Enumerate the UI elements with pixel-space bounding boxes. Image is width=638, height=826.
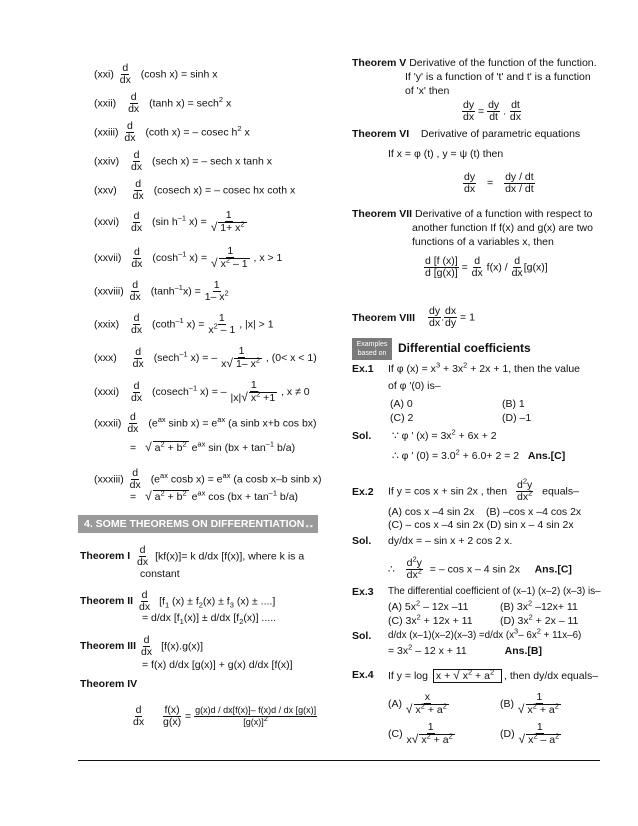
formula-expression: (sech x) = – sech x tanh x — [152, 155, 272, 168]
ex3-option-c: (C) $3x^2 + 12x + 11$ — [388, 612, 473, 627]
formula-expression: (tanh x) = sech — [149, 97, 219, 110]
theorem-5: Theorem V Derivative of the function of the function. — [352, 57, 597, 69]
ex3-option-b: (B) $3x^2$ –12x+ 11 — [500, 598, 578, 613]
result-fraction: $\frac{1}{x√ 1- x^2}$ — [221, 345, 260, 370]
formula-expression: (cosech x) = – cosec hx coth x — [153, 184, 296, 197]
formula-xxxiii: (xxxiii) $\frac{d}{dx}$ ($e^{ax}$ cosb $x) = e^{ax}$ (a cosb x–b sinb x) — [94, 467, 322, 491]
section-heading: 4. SOME THEOREMS ON DIFFERENTIATION ▪▪ — [78, 515, 318, 533]
ex1-question: If φ $(x) = x^3 + 3x^2 + 2x + 1$, then the value — [388, 360, 581, 375]
ex3-option-a: (A) $5x^2 - 12x$ –11 — [388, 598, 469, 613]
theorem-3-expression: $\frac{d}{dx}$ [f(x).g(x)] — [141, 634, 204, 658]
theorem-4-expression: $\frac{d}{dx}$ $\frac{f(x)}{g(x)}$ = $\frac{g(x)d / dx[f(x)]- f(x)d / dx [g(x)]}{[g(x)]^2}$ — [133, 704, 317, 728]
theorem-5-text3: of 'x' then — [405, 85, 450, 97]
formula-number: (xxxi) — [94, 385, 120, 398]
formula-xxxii: (xxxii) $\frac{d}{dx}$ ($e^{ax}$ sinb $x) = e^{ax}$ (a sinb x+b cos bx) — [94, 411, 317, 435]
theorem-1-label: Theorem I — [80, 550, 131, 562]
formula-xxv — [94, 179, 295, 202]
formula-xxxiii-result: = √ $a^2 + b^2$ $e^{ax}$ $\cos (bx + \tan^{-1} b/a)$ — [130, 488, 299, 503]
theorem-6-formula: $\frac{dy}{dx}$ = $\frac{dy / dt}{dx / dt}$ — [464, 171, 534, 195]
theorem-8-label: Theorem VIII — [352, 312, 416, 324]
derivative-operator: $\frac{d}{dx}$ — [124, 120, 136, 144]
ex1-label: Ex.1 — [352, 363, 374, 375]
theorem-7-formula: $\frac{d [f (x)]}{d [g(x)]}$ = $\frac{d}{dx}$ f(x) / $\frac{d}{dx}$ [g(x)] — [425, 255, 548, 279]
theorem-5-formula: $\frac{dy}{dx}$ = $\frac{dy}{dt}$ . $\frac{dt}{dx}$ — [463, 99, 522, 123]
result-fraction: $\frac{1}{|x|√ x^2 +1}$ — [230, 379, 276, 404]
ex4-label: Ex.4 — [352, 669, 374, 681]
formula-xxiii: (xxiii) $\frac{d}{dx}$ (coth x) = – cosec $h^2$ x — [94, 120, 250, 144]
ex2-label: Ex.2 — [352, 486, 374, 498]
formula-expression: (cosh x) = sinh x — [140, 68, 218, 81]
examples-tag: Examples based on — [352, 338, 392, 360]
ex1-solution-line1: ∵ φ ' $(x) = 3x^2 + 6x + 2$ — [392, 427, 497, 442]
ex1-sol-label: Sol. — [352, 430, 372, 442]
ex1-solution-line2: ∴ φ ' $(0) = 3.0^2 + 6.0+ 2 = 2$ Ans.[C] — [392, 447, 566, 462]
derivative-operator: $\frac{d}{dx}$ — [131, 245, 143, 270]
derivative-operator: $\frac{d}{dx}$ — [129, 279, 141, 303]
theorem-3-line2: = f(x) d/dx [g(x)] + g(x) d/dx [f(x)] — [142, 659, 293, 671]
formula-number: (xxvii) — [94, 251, 122, 264]
ex3-label: Ex.3 — [352, 586, 374, 598]
formula-number: (xxix) — [94, 318, 120, 331]
formula-expression: (coth x) = – cosec h — [145, 126, 238, 139]
theorem-1-expression: $\frac{d}{dx}$ [kf(x)]= k d/dx [f(x)], where k is a — [137, 544, 305, 568]
theorem-7-text3: functions of a variables x, then — [412, 236, 554, 248]
ex3-solution-line1: d/dx (x–1)(x–2)(x–3) =d/dx ($x^3-$ $6x^2 + 11x-6$) — [388, 626, 582, 641]
formula-number: (xxiii) — [94, 126, 119, 139]
theorem-5-text2: If 'y' is a function of 't' and t' is a function — [405, 71, 591, 83]
ex1-option-a: (A) 0 — [390, 398, 413, 410]
ex1-option-d: (D) –1 — [502, 412, 532, 424]
formula-xxvii: (xxvii) $\frac{d}{dx}$ ($\cosh^{-1}$ x) = $\frac{1}{√ x^2 - 1}$ , x > 1 — [94, 245, 283, 270]
ex1-option-c: (C) 2 — [390, 412, 414, 424]
ex3-sol-label: Sol. — [352, 630, 372, 642]
theorem-3-label: Theorem III — [80, 640, 137, 652]
formula-xxxi: (xxxi) $\frac{d}{dx}$ (cosech$^{-1}$ x) = – $\frac{1}{|x|√ x^2 +1}$ , x ≠ 0 — [94, 379, 310, 404]
result-fraction: $\frac{1}{x^2 - 1}$ — [208, 312, 236, 336]
examples-heading: Differential coefficients — [398, 341, 531, 355]
formula-number: (xxii) — [94, 97, 117, 110]
formula-number: (xxxii) — [94, 417, 122, 430]
formula-number: (xxvi) — [94, 215, 120, 228]
formula-number: (xxx) — [94, 351, 117, 364]
ex3-question: The differential coefficient of (x–1) (x–2) (x–3) is– — [388, 586, 601, 597]
ex1-question-line2: of φ '(0) is– — [388, 380, 441, 392]
formula-xxxii-result: = √ $a^2 + b^2$ $e^{ax}$ $\sin (bx + \tan^{-1} b/a)$ — [130, 439, 296, 454]
theorem-4-label: Theorem IV — [80, 678, 138, 690]
derivative-operator: $\frac{d}{dx}$ — [129, 467, 141, 491]
ex2-question: If y = cos x + sin 2x , then $\frac{d^2y}{dx^2}$ equals– — [388, 476, 579, 503]
ex4-option-a: (A) $\frac{x}{√ x^2 + a^2}$ — [388, 691, 447, 716]
formula-number: (xxviii) — [94, 285, 124, 298]
result-fraction: $\frac{1}{1- x^2}$ — [204, 279, 229, 303]
theorem-1-continuation: constant — [140, 568, 180, 580]
formula-xxii: (xxii) $\frac{d}{dx}$ (tanh x) = sech$^2$ x — [94, 91, 232, 115]
ex4-option-b: (B) $\frac{1}{√ x^2 + a^2}$ — [500, 691, 559, 716]
formula-xxviii: (xxviii) $\frac{d}{dx}$ $(\tanh^{-1}x)$ = $\frac{1}{1- x^2}$ — [94, 279, 229, 303]
derivative-operator: $\frac{d}{dx}$ — [132, 178, 144, 202]
formula-xxi — [94, 63, 218, 86]
decorative-dots-icon: ▪▪ — [305, 521, 314, 531]
theorem-6-condition: If x = φ (t) , y = ψ (t) then — [388, 148, 504, 160]
theorem-2-line2: = d/dx $[f_1(x)] \pm d/dx$ $[f_2(x)]$ ..... — [142, 612, 277, 627]
theorem-6: Theorem VI Derivative of parametric equations — [352, 128, 581, 140]
formula-number: (xxiv) — [94, 155, 120, 168]
ex2-solution-line2: ∴ $\frac{d^2y}{dx^2}$ = – cos x – 4 sin 2x Ans.[C] — [388, 554, 572, 581]
ex2-options-row1: (A) cos x –4 sin 2x (B) –cos x –4 cos 2x — [388, 506, 582, 518]
ex3-solution-line2: = $3x^2 - 12$ x + 11 Ans.[B] — [388, 642, 542, 657]
derivative-operator: $\frac{d}{dx}$ — [131, 379, 143, 404]
derivative-operator: $\frac{d}{dx}$ — [128, 91, 140, 115]
formula-xxx: (xxx) $\frac{d}{dx}$ (sech$^{-1}$ x) = – $\frac{1}{x√ 1- x^2}$ , (0< x < 1) — [94, 345, 317, 370]
derivative-operator: $\frac{d}{dx}$ — [127, 411, 139, 435]
formula-xxix: (xxix) $\frac{d}{dx}$ (coth$^{-1}$ x) = $\frac{1}{x^2 - 1}$ , |x| > 1 — [94, 312, 274, 336]
theorem-8-formula: $\frac{dy}{dx}$ . $\frac{dx}{dy}$ = 1 — [429, 305, 475, 329]
formula-number: (xxi) — [94, 68, 114, 81]
ex2-options-row2: (C) – cos x –4 sin 2x (D) sin x – 4 sin 2x — [388, 519, 574, 531]
result-fraction: $\frac{1}{√ x^2 - 1}$ — [211, 245, 248, 270]
derivative-operator: $\frac{d}{dx}$ — [131, 209, 143, 234]
footer-rule — [78, 760, 600, 761]
ex2-solution-line1: dy/dx = – sin x + 2 cos 2 x. — [388, 535, 513, 547]
result-fraction: $\frac{1}{√ 1+ x^2}$ — [210, 209, 245, 234]
ex1-option-b: (B) 1 — [502, 398, 525, 410]
ex3-option-d: (D) $3x^2 + 2x - 11$ — [500, 612, 579, 627]
ex4-question: If y = log x + √ $x^2 + a^2$ , then dy/dx equals– — [388, 667, 599, 682]
formula-xxvi: (xxvi) $\frac{d}{dx}$ (sin $h^{-1}$ x) = $\frac{1}{√ 1+ x^2}$ — [94, 210, 248, 234]
formula-number: (xxv) — [94, 184, 117, 197]
derivative-operator: $\frac{d}{dx}$ — [131, 149, 143, 173]
derivative-operator: $\frac{d}{dx}$ — [119, 62, 131, 86]
derivative-operator: $\frac{d}{dx}$ — [132, 345, 144, 370]
formula-number: (xxxiii) — [94, 473, 124, 486]
theorem-2-label: Theorem II — [80, 595, 134, 607]
theorem-2-expression: $\frac{d}{dx}$ [$f_1$ $(x) \pm f_2(x) \pm f_3$ (x) ± ....] — [139, 589, 276, 613]
theorem-7-text2: another function If f(x) and g(x) are two — [412, 222, 593, 234]
formula-xxiv — [94, 150, 272, 173]
ex4-option-d: (D) $\frac{1}{√ x^2 - a^2}$ — [500, 721, 560, 746]
derivative-operator: $\frac{d}{dx}$ — [131, 312, 143, 336]
theorem-7: Theorem VII Derivative of a function with respect to — [352, 208, 593, 220]
ex2-sol-label: Sol. — [352, 535, 372, 547]
ex4-option-c: (C) $\frac{1}{x√ x^2 + a^2}$ — [388, 721, 453, 746]
